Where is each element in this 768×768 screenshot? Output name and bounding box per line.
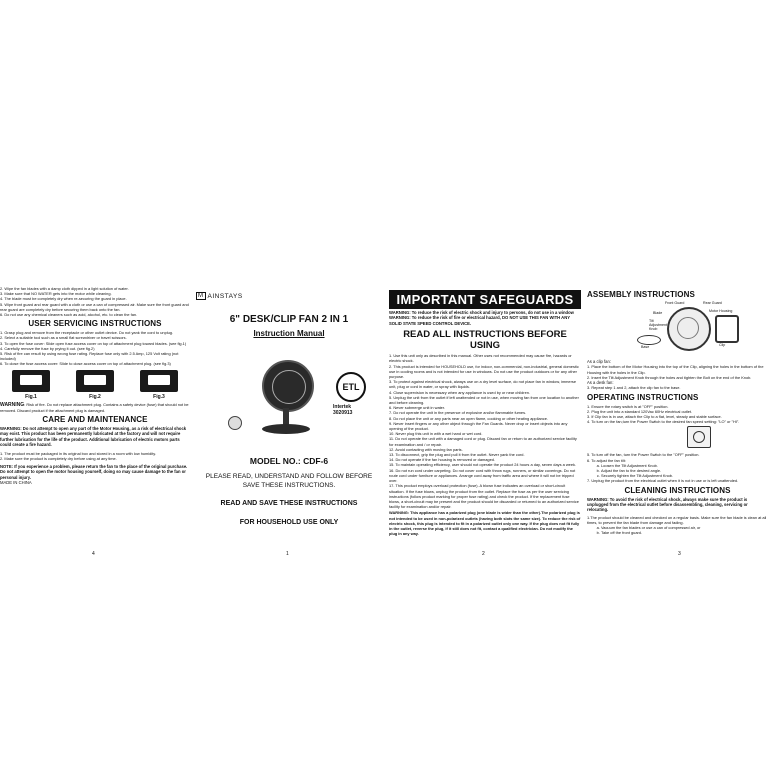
list-item: 2. Select a suitable tool such as a small flat screwdriver or travel scissors. (0, 335, 127, 341)
list-item: 3. Make sure that NO WATER gets into the motor while cleaning. (0, 291, 112, 297)
list-item: 1. Grasp plug and remove from the receptacle or other outlet device. Do not yank the cord to unplug. (0, 330, 174, 336)
list-item: 2. Wipe the fan blades with a damp cloth dipped in a light solution of water. (0, 286, 129, 291)
warning-speed-control: WARNING: To reduce the risk of fire or electrical hazard, DO NOT USE THIS FAN WITH ANY SOLID STATE SPEED CONTROL DEVICE. (389, 315, 570, 326)
list-item: c. Securely tighten the Tilt Adjustment Knob. (601, 473, 768, 478)
product-title: 6" DESK/CLIP FAN 2 IN 1 (229, 314, 349, 325)
household-use-text: FOR HOUSEHOLD USE ONLY (239, 519, 339, 526)
list-item: 12. Avoid contacting with moving fan parts. (389, 446, 463, 452)
list-item: b. Adjust the fan to the desired angle. (601, 468, 768, 473)
list-item: 1. Place the bottom of the Motor Housing into the top of the Clip, aligning the holes in the bottom of the Housing with the holes in the Clip. (587, 364, 764, 375)
figure-caption: Fig.1 (25, 393, 37, 400)
figure-caption: Fig.2 (89, 393, 101, 400)
diagram-label: Rear Guard (703, 301, 722, 305)
list-item: 6. To adjust the fan tilt: (587, 457, 626, 463)
figure-caption: Fig.3 (153, 393, 165, 400)
fan-icon (262, 360, 314, 412)
fuse-figures (0, 370, 190, 400)
read-all-heading: READ ALL INSTRUCTIONS BEFORE USING (403, 329, 567, 352)
user-servicing-list (0, 330, 190, 366)
operating-steps-continued (587, 452, 768, 483)
cleaning-warning: WARNING: To avoid the risk of electrical shock, always make sure the product is unplugged from the electrical outlet before disassembling, cleaning, servicing or relocating. (587, 496, 748, 513)
brand-logo (196, 292, 382, 300)
page-number: 1 (286, 551, 289, 557)
read-save-text: READ AND SAVE THESE INSTRUCTIONS (220, 500, 358, 507)
cleaning-substeps (587, 525, 768, 535)
list-item: 14. Do not operate if the fan housing is removed or damaged. (389, 457, 495, 463)
polarized-plug-warning: WARNING: This appliance has a polarized plug (one blade is wider than the other).The polarized plug is not intended to be used in non-polarized outlets (having both slots the same size). To reduce the risk of electric shock, this plug is intended to fit in a polarized outlet only one way. If the plug does not fit fully in the outlet, reverse the plug, if it still does not fit, contact a qualified electrician. Do not modify the plug in any way. (389, 510, 581, 537)
diagram-label: Front Guard (665, 301, 685, 305)
list-item: 8. Do not place the unit or any parts near an open flame, cooking or other heating appliance. (389, 415, 548, 421)
clip-icon (715, 315, 739, 343)
list-item: 2. This product is intended for HOUSEHOLD use, for indoor, non-commercial, non-industrial, general domestic use in cooling rooms and is not intended for use in windows. Do not use the product outdoors or for any other purpose. (389, 363, 579, 380)
list-item: 5. To turn off the fan, turn the Power Switch to the "OFF" position. (587, 452, 700, 458)
operating-steps (587, 404, 768, 425)
model-number: MODEL NO.: CDF-6 (249, 456, 329, 466)
base-icon (637, 335, 661, 345)
list-item: 13. To disconnect, grip the plug and pull it from the outlet. Never yank the cord. (389, 452, 525, 458)
page-number: 3 (678, 551, 681, 557)
warning-label: WARNING (0, 401, 25, 408)
list-item: 1. The product must be packaged in its original box and stored in a room with low humidity. (0, 450, 156, 456)
list-item: 9. Never insert fingers or any other object through the Fan Guards. Never drop or insert objects into any opening of the product. (389, 420, 568, 432)
page-number: 4 (92, 551, 95, 557)
etl-label-line: Intertek (333, 404, 352, 410)
diagram-label: Motor Housing (709, 309, 733, 313)
globe-icon (228, 416, 242, 430)
desk-fan-label: As a desk fan: (587, 380, 614, 386)
list-item: 1. Ensure the rotary switch is at "OFF" position. (587, 403, 669, 409)
list-item: 7. Unplug the product from the electrical outlet when it is not in use or is left unattended. (587, 478, 739, 484)
manual-page-1-cover (196, 286, 382, 566)
list-item: a. Loosen the Tilt Adjustment Knob. (601, 463, 768, 468)
fuse-plug-image (12, 370, 50, 392)
intro-cleaning-list (0, 286, 190, 317)
list-item: 6. Never submerge unit in water. (389, 405, 446, 411)
list-item: 11. Do not operate the unit with a damaged cord or plug. Discard fan or return to an authorized service facility for examination and / or repair. (389, 436, 577, 447)
brand-logo-text: AINSTAYS (207, 292, 243, 300)
power-switch-diagram (587, 424, 768, 452)
cleaning-intro: 1.The product should be cleaned and checked on a regular basis. Make sure the fan blade is clean at all times, to prevent the fan blade from damage and fading. (587, 514, 767, 526)
care-heading: CARE AND MAINTENANCE (42, 415, 148, 425)
figure-1 (8, 370, 54, 400)
list-item: 1. Use this unit only as described in this manual. Other uses not recommended may cause fire, hazards or electric shock. (389, 353, 572, 364)
list-item: 4. Carefully remove the fuse by prying it out. (see fig.2) (0, 345, 95, 351)
list-item: 2. Plug the unit into a standard 120Vac 60Hz electrical outlet. (587, 408, 693, 414)
user-servicing-heading: USER SERVICING INSTRUCTIONS (28, 319, 162, 329)
list-item: 3. If Clip fan is in use, attach the Clip to a flat, level, steady and stable surface. (587, 414, 722, 420)
list-item: 16. Do not run cord under carpeting. Do not cover cord with throw rugs, runners, or similar coverings. Do not route cord under furniture or appliances. Arrange cord away from traffic area and where it will not be tripped over. (389, 467, 576, 484)
list-item: 17. This product employs overload protection (fuse). A blown fuse indicates an overload or short-circuit situation. If the fuse blows, unplug the product from the outlet. Replace the fuse as per the user servicing instructions (follow product marking for proper fuse rating) and check the product. If the replacement fuse blows, a short-circuit may be present and the product should be discarded or returned to an authorized service facility for examination and/or repair. (389, 483, 579, 510)
list-item: 5. Risk of fire can result by using wrong fuse rating. Replace fuse only with 2.5 Amp, 125 Volt rating (not included) (0, 351, 179, 362)
list-item: 10. Never plug this unit in with a wet hand or wet cord. (389, 431, 483, 437)
list-item: a. Vacuum the fan blades or use a can of compressed air, or (601, 525, 768, 530)
safeguards-list (389, 353, 581, 509)
etl-label (333, 404, 352, 416)
diagram-label: Tilt Adjustment Knob (649, 319, 667, 331)
fan-guard-icon (667, 307, 711, 351)
tilt-substeps (587, 463, 768, 479)
manual-page-4 (0, 286, 190, 566)
list-item: 2. Make sure the product is completely dry before using at any time. (0, 455, 117, 461)
manual-subtitle: Instruction Manual (253, 329, 325, 338)
product-image (196, 342, 382, 452)
list-item: 15. To maintain operating efficiency, user should not operate the product 24 hours a day, seven days a week. (389, 462, 577, 468)
list-item: 6. To close the fuse access cover: Slide to close access cover on top of attachment plug. (see fig.3) (0, 361, 171, 367)
brand-logo-mark: M (198, 293, 204, 299)
list-item: 3. To protect against electrical shock, always use on a dry level surface, do not place fan in window, immerse unit, plug or cord in water, or spray with liquids. (389, 379, 576, 390)
operating-heading: OPERATING INSTRUCTIONS (587, 392, 699, 402)
warning-text: : Risk of fire. Do not replace attachment plug. Contains a safety device (fuse) that should not be removed. Discard product if the attachment plug is damaged. (0, 401, 189, 413)
please-read-text: PLEASE READ, UNDERSTAND AND FOLLOW BEFORE SAVE THESE INSTRUCTIONS. (205, 473, 373, 489)
list-item: 3. Repeat step 1 and 2, attach the clip fan to the base. (587, 385, 681, 391)
diagram-label: Clip (719, 343, 726, 347)
list-item: 4. To turn on the fan,turn the Power Switch to the desired fan speed setting: "LO" or "HI". (587, 419, 740, 425)
manual-page-3 (587, 286, 768, 566)
manual-page-2 (389, 286, 581, 566)
list-item: 2. Insert the Tilt Adjustment Knob through the holes and tighten the Bolt on the end of the Knob. (587, 374, 752, 380)
return-note: NOTE: If you experience a problem, please return the fan to the place of the original purchase. Do not attempt to open the motor housing yourself, doing so may cause damage to the fan or personal injury. (0, 464, 188, 480)
list-item: 6. Do not use any chemical cleaners such as acid, alcohol, etc. to clean the fan. (0, 312, 138, 318)
care-list (0, 451, 190, 461)
assembly-diagram (587, 301, 768, 357)
list-item: b. Take off the front guard. (601, 530, 768, 535)
etl-certification-icon: ETL (336, 372, 366, 402)
safeguards-banner: IMPORTANT SAFEGUARDS (389, 290, 581, 309)
fuse-warning (0, 402, 190, 413)
care-warning: WARNING: Do not attempt to open any part of the Motor Housing, as a risk of electrical shock may exist. This product has been permanently lubricated at the factory and will not require further lubrication for the life of the product. Additional lubrication of electric motors parts could create a fire hazard. (0, 426, 187, 448)
fuse-plug-image (76, 370, 114, 392)
list-item: 4. Close supervision is necessary when any appliance is used by or near children. (389, 389, 531, 395)
diagram-label: Base (641, 345, 650, 349)
list-item: 3. To open the fuse cover: Slide open fuse access cover on top of attachment plug toward blades. (see fig.1) (0, 340, 187, 346)
list-item: 7. Do not operate the unit in the presence of explosive and/or flammable fumes. (389, 410, 527, 416)
cleaning-heading: CLEANING INSTRUCTIONS (624, 485, 731, 495)
list-item: 4. The blade must be completely dry when re-securing the guard in place. (0, 296, 127, 302)
assembly-heading: ASSEMBLY INSTRUCTIONS (587, 290, 695, 299)
etl-label-line: 3020913 (333, 410, 353, 416)
clip-fan-label: As a clip fan: (587, 359, 611, 364)
fuse-plug-image (140, 370, 178, 392)
warning-window: WARNING: To reduce the risk of electric shock and injury to persons, do not use in a window (389, 310, 574, 315)
list-item: 5. Unplug the unit from the outlet if left unattended or not in use, when moving fan from one location to another and before cleaning. (389, 394, 579, 406)
diagram-label: Blade (653, 311, 663, 315)
figure-2 (72, 370, 118, 400)
list-item: 5. Wipe front guard and rear guard with a cloth or use a can of compressed air. Make sure the front guard and rear guard are completely dry before securing them back onto the fan. (0, 301, 189, 312)
page-number: 2 (482, 551, 485, 557)
figure-3 (136, 370, 182, 400)
clip-steps (587, 364, 768, 380)
made-in-label: MADE IN CHINA (0, 480, 32, 486)
